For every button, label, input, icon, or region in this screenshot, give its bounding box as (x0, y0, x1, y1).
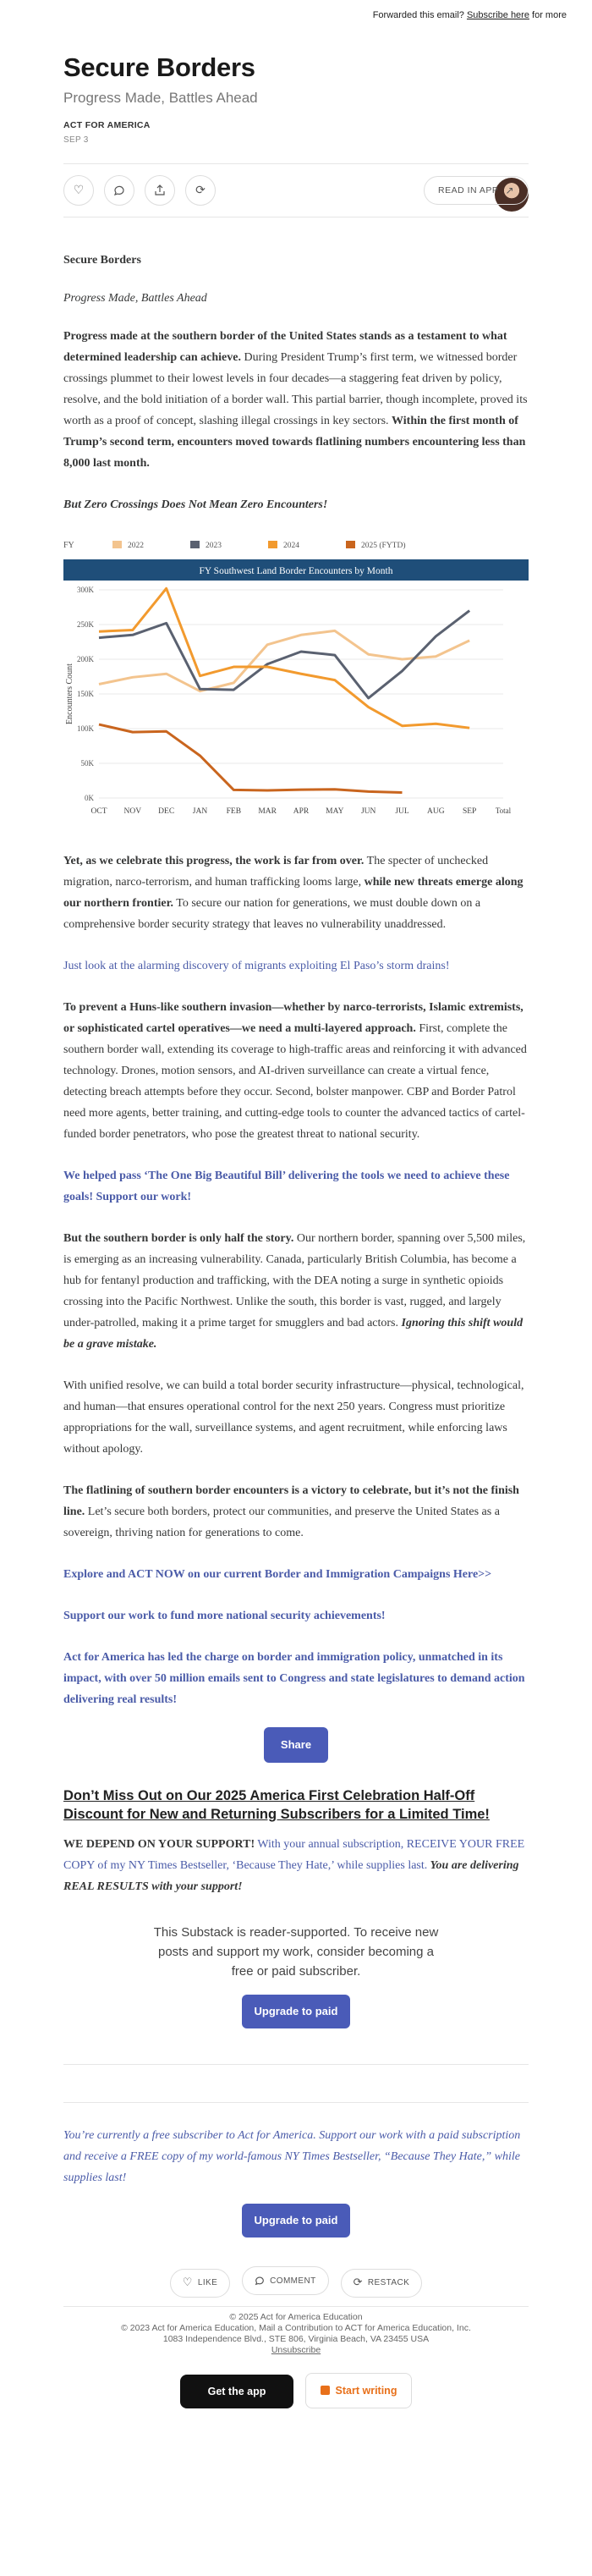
forwarded-text: Forwarded this email? (372, 10, 464, 20)
x-tick-label: SEP (462, 807, 477, 816)
unsubscribe-link[interactable]: Unsubscribe (271, 2344, 321, 2355)
legend-entry: 2023 (206, 542, 222, 550)
encounters-chart (63, 537, 529, 825)
chart-svg (63, 537, 529, 825)
restack-label: RESTACK (367, 2278, 410, 2287)
x-tick-label-total: Total (495, 806, 512, 815)
p1-bold: Progress made at the southern border of the United States stands as a testament to what determined leadership can achieve. (63, 330, 507, 364)
heart-icon: ♡ (73, 184, 85, 197)
like-button[interactable] (63, 175, 94, 206)
paragraph-1 (63, 326, 529, 474)
promo-link[interactable]: With your annual subscription, RECEIVE YOUR FREE COPY of my NY Times Bestseller, ‘Because They Hate,’ while supplies last. (63, 1838, 525, 1872)
paragraph-2: But Zero Crossings Does Not Mean Zero Encounters! (63, 498, 328, 511)
x-tick-label: APR (293, 807, 310, 816)
start-writing-button[interactable] (305, 2373, 412, 2408)
p5-bold: To prevent a Huns-like southern invasion—whether by narco-terrorists, Islamic extremists, or sophisticated cartel operatives—we need a multi-layered approach. (63, 1001, 523, 1035)
promo-bold: WE DEPEND ON YOUR SUPPORT! (63, 1838, 255, 1851)
legend-entry: 2024 (283, 542, 299, 550)
p3-bold-2: while new threats emerge along our northern frontier. (63, 876, 523, 910)
p3-text: The specter of unchecked migration, narco-terrorism, and human trafficking looms large, (63, 855, 489, 889)
paragraph-9 (63, 1480, 529, 1544)
promo-title[interactable]: Don’t Miss Out on Our 2025 America First Celebration Half-Off Discount for New and Returning Subscribers for a Limited Time! (63, 1788, 490, 1822)
cta1-text: This Substack is reader-supported. To receive new posts and support my work, consider becoming a free or paid subscriber. (153, 1925, 439, 1979)
body-subheading: Progress Made, Battles Ahead (63, 292, 207, 305)
heart-icon: ♡ (182, 2276, 193, 2289)
like-label: LIKE (197, 2278, 218, 2287)
x-tick-label: AUG (427, 807, 445, 816)
chart-title: FY Southwest Land Border Encounters by Month (199, 566, 393, 576)
footer-restack-button[interactable] (341, 2269, 423, 2298)
promo-bold-italic: You are delivering REAL RESULTS with your support! (63, 1859, 519, 1893)
divider (63, 2064, 529, 2065)
post-title[interactable]: Secure Borders (63, 52, 255, 82)
x-tick-label: JAN (192, 807, 208, 816)
copyright-1: © 2025 Act for America Education (229, 2311, 363, 2322)
start-writing-label: Start writing (335, 2384, 397, 2397)
x-tick-label: DEC (158, 807, 175, 816)
post-container (63, 52, 529, 2408)
cta2-text: You’re currently a free subscriber to Act for America. Support our work with a paid subscription and receive a FREE copy of my world-famous NY Times Bestseller, “Because They Hate,” while supplies last! (63, 2129, 521, 2184)
y-tick-label: 200K (77, 655, 94, 663)
share-icon (154, 184, 166, 196)
footer-like-button[interactable] (170, 2269, 230, 2298)
external-arrow-icon: ↗ (505, 184, 514, 196)
legend-swatch (346, 541, 355, 548)
x-tick-label: MAY (326, 807, 344, 816)
restack-icon: ⟳ (195, 184, 206, 197)
campaigns-link[interactable]: Explore and ACT NOW on our current Border and Immigration Campaigns Here>> (63, 1568, 492, 1581)
storm-drains-link[interactable]: Just look at the alarming discovery of migrants exploiting El Paso’s storm drains! (63, 960, 450, 972)
read-in-app-button[interactable] (424, 176, 529, 205)
read-in-app-label: READ IN APP (437, 185, 499, 195)
upgrade-button-2[interactable]: Upgrade to paid (242, 2204, 350, 2237)
y-tick-label: 150K (77, 690, 94, 698)
series-line-2023 (99, 611, 469, 698)
pen-icon (321, 2386, 330, 2395)
y-tick-label: 300K (77, 586, 94, 594)
paragraph-7 (63, 1228, 529, 1355)
legend-swatch (268, 541, 277, 548)
x-tick-label: NOV (123, 807, 142, 816)
x-tick-label: JUN (360, 807, 376, 816)
p3-text-2: To secure our nation for generations, we must double down on a comprehensive border security strategy that leaves no vulnerability unaddressed. (63, 897, 481, 931)
subscribe-link[interactable]: Subscribe here (466, 10, 529, 20)
y-axis-label: Encounters Count (65, 663, 74, 724)
share-button[interactable] (145, 175, 175, 206)
x-tick-label: FEB (226, 807, 242, 816)
paragraph-5 (63, 997, 529, 1145)
p7-bold-italic: Ignoring this shift would be a grave mistake. (63, 1317, 523, 1351)
x-tick-label: JUL (395, 807, 409, 816)
legend-swatch (190, 541, 200, 548)
comment-icon (255, 2276, 265, 2286)
big-beautiful-bill-link[interactable]: We helped pass ‘The One Big Beautiful Bill’ delivering the tools we need to achieve these goals! Support our work! (63, 1170, 510, 1203)
divider (63, 2306, 529, 2307)
restack-button[interactable] (185, 175, 216, 206)
y-tick-label: 100K (77, 724, 94, 733)
x-tick-label: MAR (258, 807, 277, 816)
author-name[interactable]: ACT FOR AMERICA (63, 120, 151, 130)
copyright-2: © 2023 Act for America Education, Mail a Contribution to ACT for America Education, Inc. (121, 2322, 471, 2333)
y-tick-label: 0K (85, 794, 94, 802)
upgrade-button-1[interactable]: Upgrade to paid (242, 1995, 350, 2028)
legend-label: FY (63, 541, 74, 550)
support-work-link[interactable]: Support our work to fund more national security achievements! (63, 1610, 386, 1622)
forwarded-bar (25, 0, 567, 34)
paragraph-8: With unified resolve, we can build a total border security infrastructure—physical, technological, and human—that ensures operational control for the next 250 years. Congress must prioritize appropriations for the wall, surveillance systems, and agent recruitment, while enforcing laws without apology. (63, 1379, 524, 1456)
share-post-button[interactable]: Share (264, 1727, 328, 1763)
post-date: SEP 3 (63, 135, 89, 145)
paragraph-3 (63, 850, 529, 935)
legend-entry: 2022 (128, 542, 144, 550)
divider (63, 2102, 529, 2103)
legend-entry: 2025 (FYTD) (361, 542, 406, 550)
p7-bold: But the southern border is only half the story. (63, 1232, 294, 1245)
p9-text: Let’s secure both borders, protect our communities, and preserve the United States as a sovereign, thriving nation for generations to come. (63, 1505, 500, 1539)
post-subtitle: Progress Made, Battles Ahead (63, 90, 258, 106)
comment-icon (113, 184, 125, 196)
body-heading: Secure Borders (63, 254, 141, 267)
series-line-2025-fytd- (99, 724, 403, 792)
footer-comment-button[interactable] (242, 2266, 328, 2295)
get-the-app-button[interactable]: Get the app (180, 2375, 293, 2408)
emails-sent-link[interactable]: Act for America has led the charge on border and immigration policy, unmatched in its impact, with over 50 million emails sent to Congress and state legislatures to demand action delivering real results! (63, 1651, 525, 1706)
p3-bold: Yet, as we celebrate this progress, the work is far from over. (63, 855, 365, 867)
mailing-address: 1083 Independence Blvd., STE 806, Virginia Beach, VA 23455 USA (162, 2333, 430, 2344)
comment-label: COMMENT (270, 2276, 316, 2286)
for-more-text: for more (532, 10, 567, 20)
y-tick-label: 250K (77, 620, 94, 629)
series-line-2022 (99, 630, 469, 691)
x-tick-label: OCT (90, 807, 107, 816)
footer-actions (63, 2266, 529, 2298)
legend-swatch (112, 541, 122, 548)
p1-bold-2: Within the first month of Trump’s second term, encounters moved towards flatlining numbers encountering less than 8,000 last month. (63, 415, 526, 470)
promo-paragraph (63, 1834, 529, 1897)
p1-text: During President Trump’s first term, we witnessed border crossings plummet to their lowest levels in four decades—a staggering feat driven by policy, resolve, and the bold initiation of a border wall. This partial barrier, though incomplete, proved its worth as a proof of concept, slashing illegal crossings in key sectors. (63, 351, 528, 427)
post-actions-bar (63, 163, 529, 217)
p5-text: First, complete the southern border wall, extending its coverage to high-traffic areas and reinforcing it with advanced technology. Drones, motion sensors, and AI-driven surveillance can create a virtual fence, detecting breach attempts before they occur. Second, bolster manpower. CBP and Border Patrol need more agents, better training, and cutting-edge tools to counter the advanced tactics of cartel-funded border penetrators, who pose the greatest threat to national security. (63, 1022, 527, 1141)
y-tick-label: 50K (80, 759, 94, 768)
comment-button[interactable] (104, 175, 134, 206)
p9-bold: The flatlining of southern border encounters is a victory to celebrate, but it’s not the finish line. (63, 1484, 519, 1518)
restack-icon: ⟳ (353, 2276, 363, 2289)
footer-app-buttons (63, 2373, 529, 2409)
p7-text: Our northern border, spanning over 5,500 miles, is emerging as an increasing vulnerability. Canada, particularly British Columbia, has become a hub for fentanyl production and trafficking, with the DEA noting a surge in synthetic opioids crossing into the Pacific Northwest. Unlike the south, this border is vast, rugged, and largely under-patrolled, making it a prime target for smugglers and bad actors. (63, 1232, 526, 1329)
